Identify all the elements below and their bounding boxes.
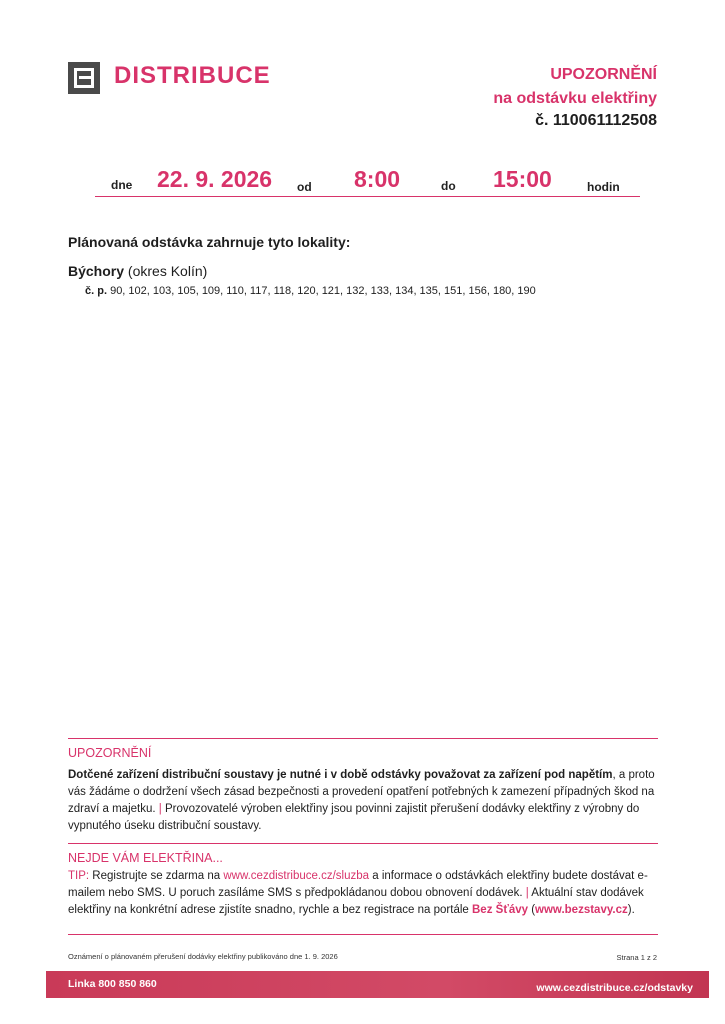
notice-number: č. 110061112508: [535, 112, 657, 129]
portal-link[interactable]: www.bezstavy.cz: [535, 904, 628, 916]
warning-text: [68, 767, 668, 835]
district-name: (okres Kolín): [124, 263, 208, 279]
separator: |: [158, 803, 162, 815]
warning-text-2: Provozovatelé výroben elektřiny jsou povinni zajistit přerušení dodávky elektřiny z výrobny do vypnutého úseku distribuční soustavy.: [68, 803, 640, 832]
house-numbers: [85, 285, 536, 297]
divider: [68, 843, 658, 844]
label-from: od: [297, 180, 312, 194]
warning-heading: UPOZORNĚNÍ: [68, 746, 152, 760]
footer-bar: [46, 971, 709, 998]
footer-url[interactable]: www.cezdistribuce.cz/odstavky: [536, 982, 693, 994]
tip-text-3: Aktuální stav dodávek elektřiny na konkrétní adrese zjistíte snadno, rychle a bez registrace na portále: [68, 887, 644, 916]
time-from: 8:00: [354, 166, 401, 192]
notice-title-line1: UPOZORNĚNÍ: [550, 66, 657, 83]
label-to: do: [441, 179, 456, 193]
tip-label: TIP:: [68, 870, 90, 882]
date-underline: [95, 196, 640, 197]
tip-text: [68, 868, 668, 919]
company-logo-icon: [68, 62, 100, 94]
registration-link[interactable]: www.cezdistribuce.cz/sluzba: [223, 870, 370, 882]
tip-text-2: a informace o odstávkách elektřiny budete dostávat e-mailem nebo SMS. U poruch zasíláme SMS s předpokládanou dobou obnovení dodávek.: [68, 870, 648, 899]
notice-title: [493, 63, 657, 111]
locations-heading: Plánovaná odstávka zahrnuje tyto lokality:: [68, 234, 351, 250]
page-number: Strana 1 z 2: [616, 953, 657, 962]
tip-heading: NEJDE VÁM ELEKTŘINA...: [68, 851, 223, 865]
house-label: č. p.: [85, 285, 108, 297]
hotline: Linka 800 850 860: [68, 978, 157, 990]
divider: [68, 738, 658, 739]
portal-name: Bez Šťávy: [472, 904, 529, 916]
label-hours: hodin: [587, 180, 620, 194]
house-number-list: 90, 102, 103, 105, 109, 110, 117, 118, 120, 121, 132, 133, 134, 135, 151, 156, 180, 190: [107, 285, 536, 297]
tip-text-5: ).: [627, 904, 635, 916]
place-name: Býchory: [68, 263, 125, 279]
tip-text-4: (: [528, 904, 536, 916]
brand-name: DISTRIBUCE: [114, 62, 271, 89]
separator: |: [525, 887, 529, 899]
divider: [68, 934, 658, 935]
location-name: [68, 263, 207, 279]
warning-bold-text: Dotčené zařízení distribuční soustavy je nutné i v době odstávky považovat za zařízení pod napětím: [68, 769, 613, 781]
tip-text-1: Registrujte se zdarma na: [89, 870, 224, 882]
publication-note: Oznámení o plánovaném přerušení dodávky elektřiny publikováno dne 1. 9. 2026: [68, 952, 338, 961]
notice-title-line2: na odstávku elektřiny: [493, 90, 657, 107]
time-to: 15:00: [493, 166, 552, 192]
label-day: dne: [111, 178, 133, 192]
outage-date: 22. 9. 2026: [157, 166, 273, 192]
warning-text-1: , a proto vás žádáme o dodržení všech zásad bezpečnosti a provedení opatření potřebných k zamezení případných škod na zdraví a majetku.: [68, 769, 655, 815]
